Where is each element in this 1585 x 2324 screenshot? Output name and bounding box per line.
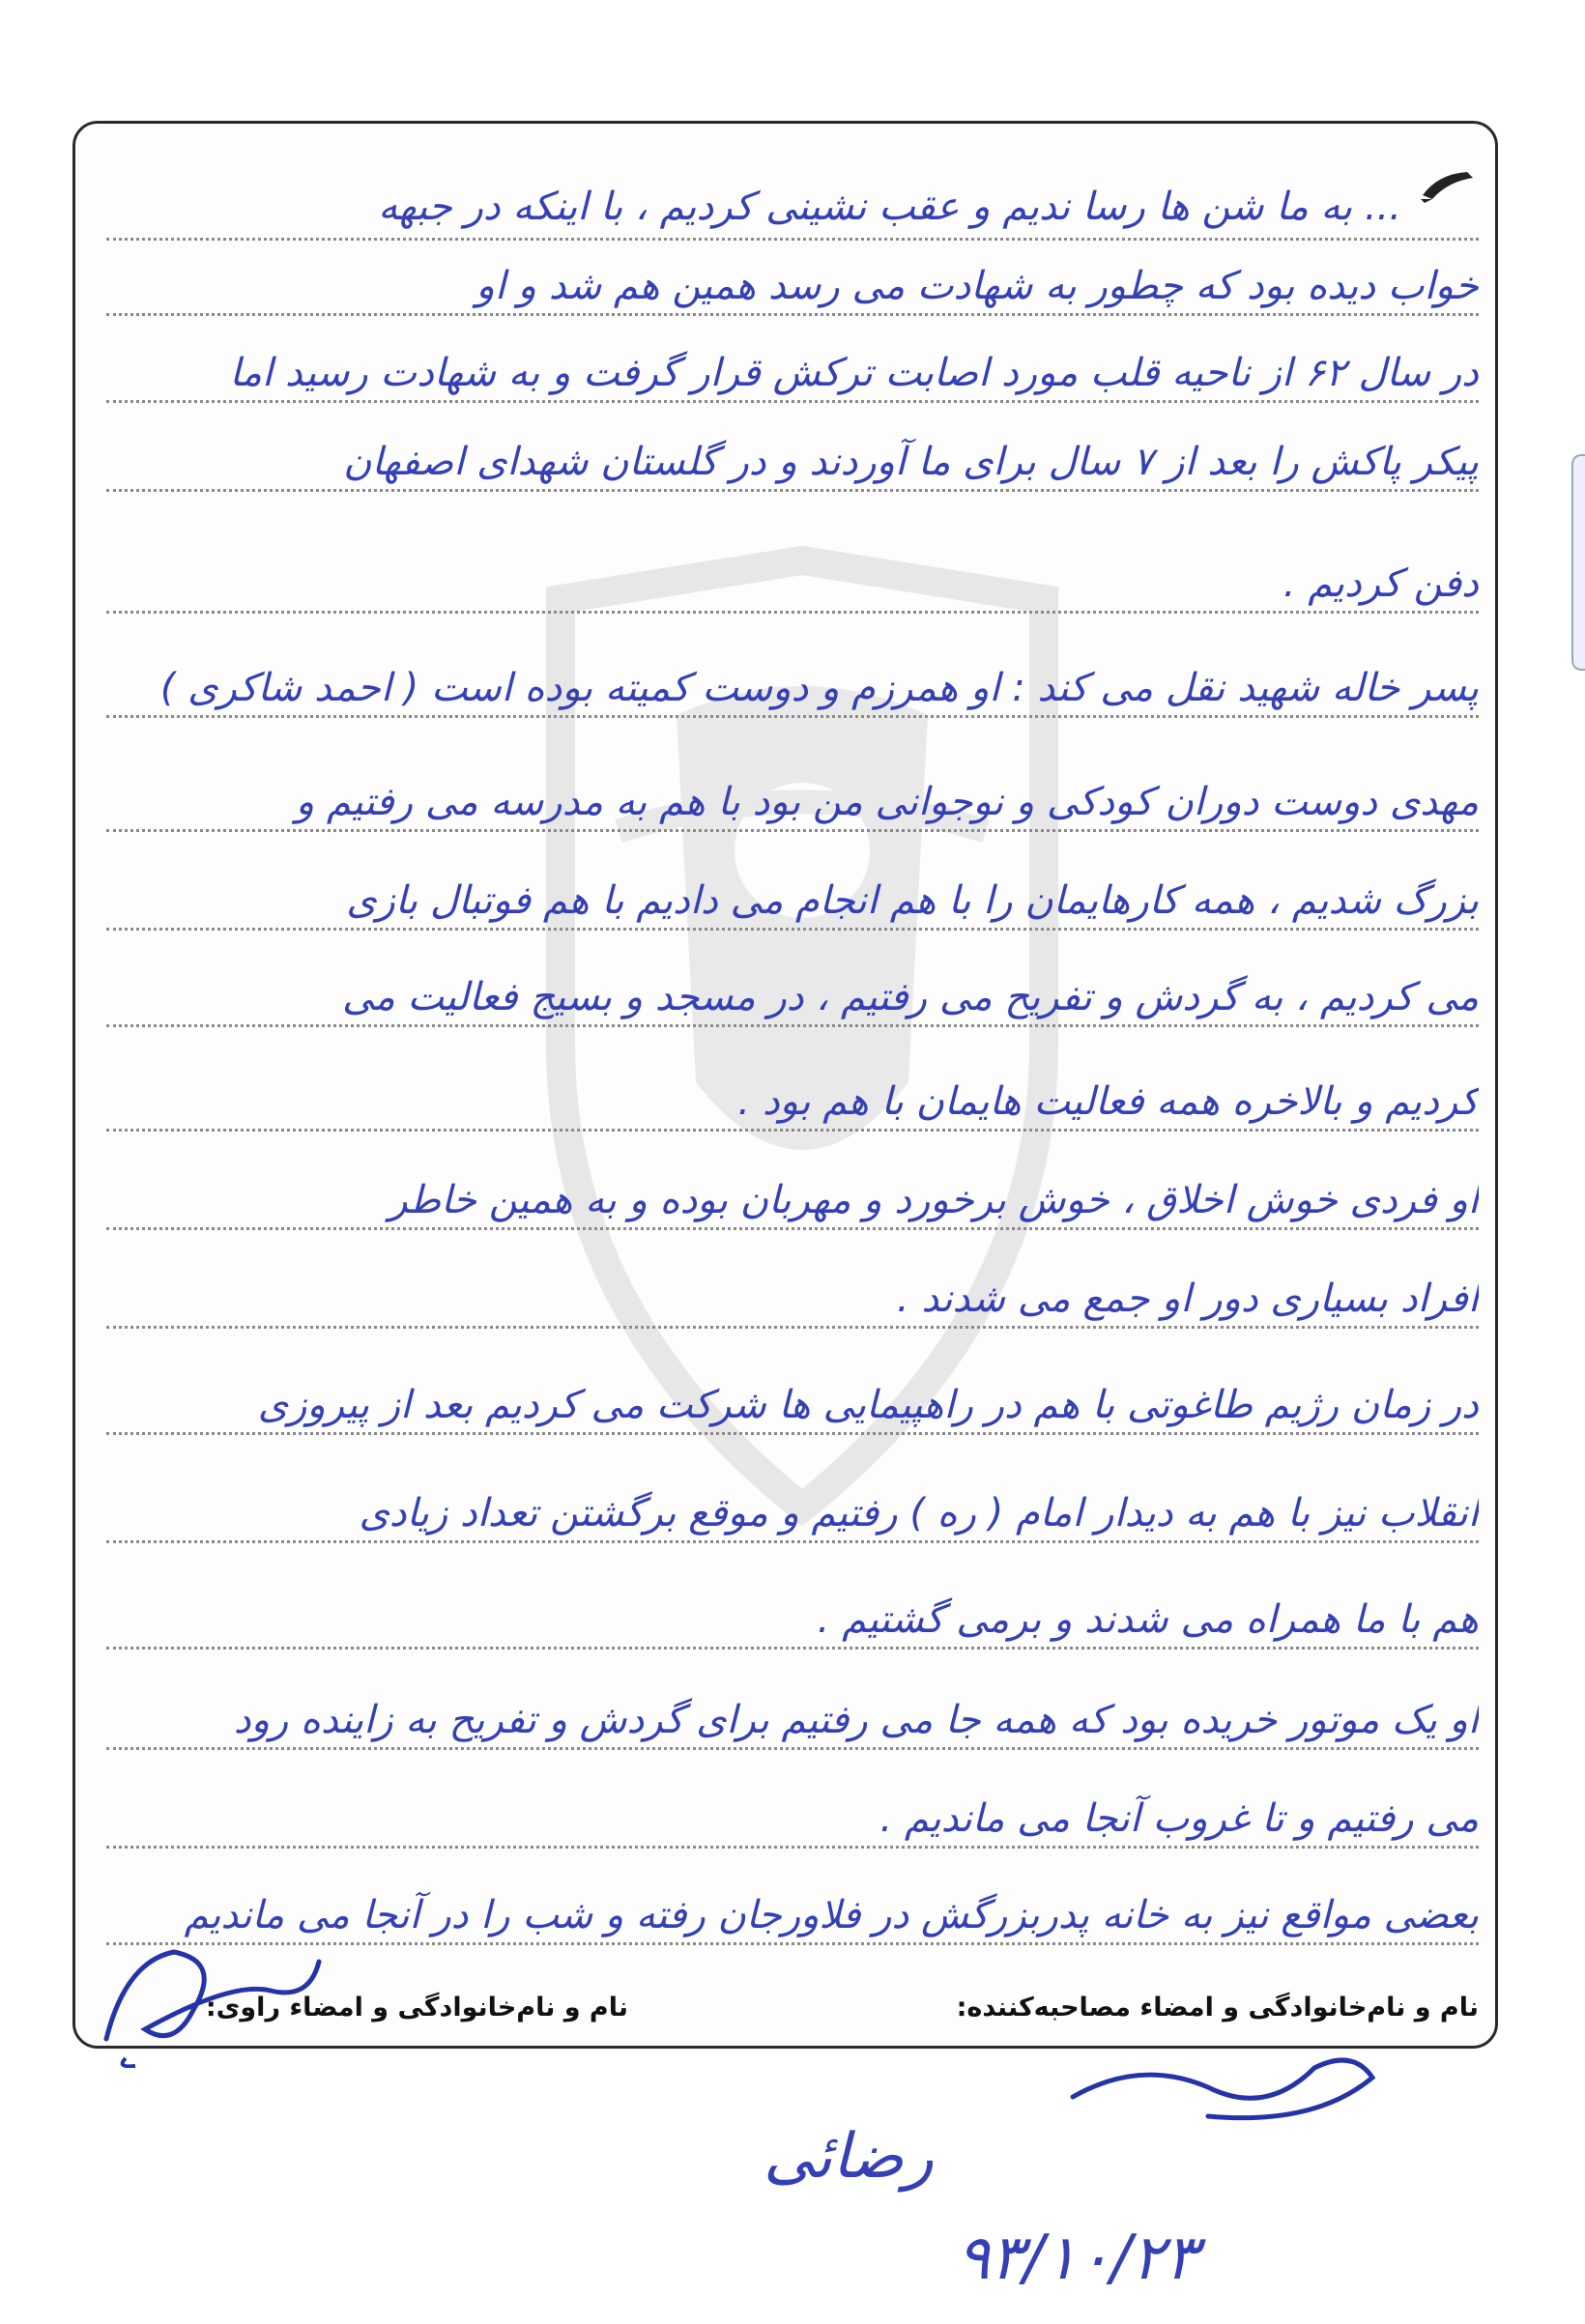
ruled-line bbox=[106, 238, 1479, 241]
handwritten-line: افراد بسیاری دور او جمع می شدند . bbox=[896, 1277, 1479, 1321]
handwritten-line: بزرگ شدیم ، همه کارهایمان را با هم انجام می دادیم با هم فوتبال بازی bbox=[346, 878, 1479, 923]
handwritten-line: دفن کردیم . bbox=[1282, 561, 1479, 606]
handwritten-line: پیکر پاکش را بعد از ۷ سال برای ما آوردند و در گلستان شهدای اصفهان bbox=[343, 440, 1479, 484]
date-note: ۹۳/۱۰/۲۳ bbox=[957, 2223, 1198, 2294]
narrator-signature bbox=[87, 1923, 338, 2068]
page-edge-tab bbox=[1571, 454, 1585, 671]
ruled-line bbox=[106, 489, 1479, 492]
interviewer-signature bbox=[1063, 2039, 1382, 2145]
ruled-line bbox=[106, 1129, 1479, 1132]
ruled-line bbox=[106, 715, 1479, 718]
handwritten-line: هم با ما همراه می شدند و برمی گشتیم . bbox=[817, 1597, 1479, 1642]
ruled-line bbox=[106, 1540, 1479, 1543]
handwritten-line: کردیم و بالاخره همه فعالیت هایمان با هم بود . bbox=[737, 1079, 1479, 1124]
handwritten-line: در زمان رژیم طاغوتی با هم در راهپیمایی ها شرکت می کردیم بعد از پیروزی bbox=[257, 1383, 1479, 1427]
ruled-line bbox=[106, 928, 1479, 931]
handwritten-line: در سال ۶۲ از ناحیه قلب مورد اصابت ترکش قرار گرفت و به شهادت رسید اما bbox=[229, 351, 1479, 395]
handwritten-line: او فردی خوش اخلاق ، خوش برخورد و مهربان بوده و به همین خاطر bbox=[389, 1178, 1479, 1222]
ruled-line bbox=[106, 1024, 1479, 1027]
handwritten-line: پسر خاله شهید نقل می کند : او همرزم و دوست کمیته بوده است ( احمد شاکری ) bbox=[159, 666, 1479, 710]
handwritten-line: ... به ما شن ها رسا ندیم و عقب نشینی کردیم ، با اینکه در جبهه bbox=[378, 185, 1401, 229]
handwritten-line: مهدی دوست دوران کودکی و نوجوانی من بود با هم به مدرسه می رفتیم و bbox=[295, 780, 1479, 824]
ruled-line bbox=[106, 400, 1479, 403]
ruled-line bbox=[106, 313, 1479, 316]
narrator-signature-label: نام و نام‌خانوادگی و امضاء راوی: bbox=[205, 1993, 628, 2023]
ruled-line bbox=[106, 829, 1479, 832]
ruled-line bbox=[106, 1326, 1479, 1329]
handwritten-line: می رفتیم و تا غروب آنجا می ماندیم . bbox=[879, 1796, 1479, 1841]
ruled-line bbox=[106, 1747, 1479, 1750]
ruled-line bbox=[106, 1432, 1479, 1435]
ruled-line bbox=[106, 1647, 1479, 1650]
handwritten-line: می کردیم ، به گردش و تفریح می رفتیم ، در مسجد و بسیج فعالیت می bbox=[342, 975, 1479, 1019]
interviewer-signature-label: نام و نام‌خانوادگی و امضاء مصاحبه‌کننده: bbox=[956, 1993, 1479, 2023]
pen-icon bbox=[1419, 166, 1477, 205]
handwritten-line: خواب دیده بود که چطور به شهادت می رسد همین هم شد و او bbox=[476, 264, 1479, 308]
handwritten-line: انقلاب نیز با هم به دیدار امام ( ره ) رفتیم و موقع برگشتن تعداد زیادی bbox=[359, 1491, 1479, 1535]
ruled-line bbox=[106, 1227, 1479, 1230]
ruled-line bbox=[106, 1846, 1479, 1849]
handwritten-line: او یک موتور خریده بود که همه جا می رفتیم برای گردش و تفریح به زاینده رود bbox=[233, 1698, 1479, 1742]
ruled-line bbox=[106, 611, 1479, 614]
handwritten-line: بعضی مواقع نیز به خانه پدربزرگش در فلاورجان رفته و شب را در آنجا می ماندیم bbox=[184, 1893, 1479, 1937]
name-note: رضائی bbox=[764, 2121, 934, 2193]
